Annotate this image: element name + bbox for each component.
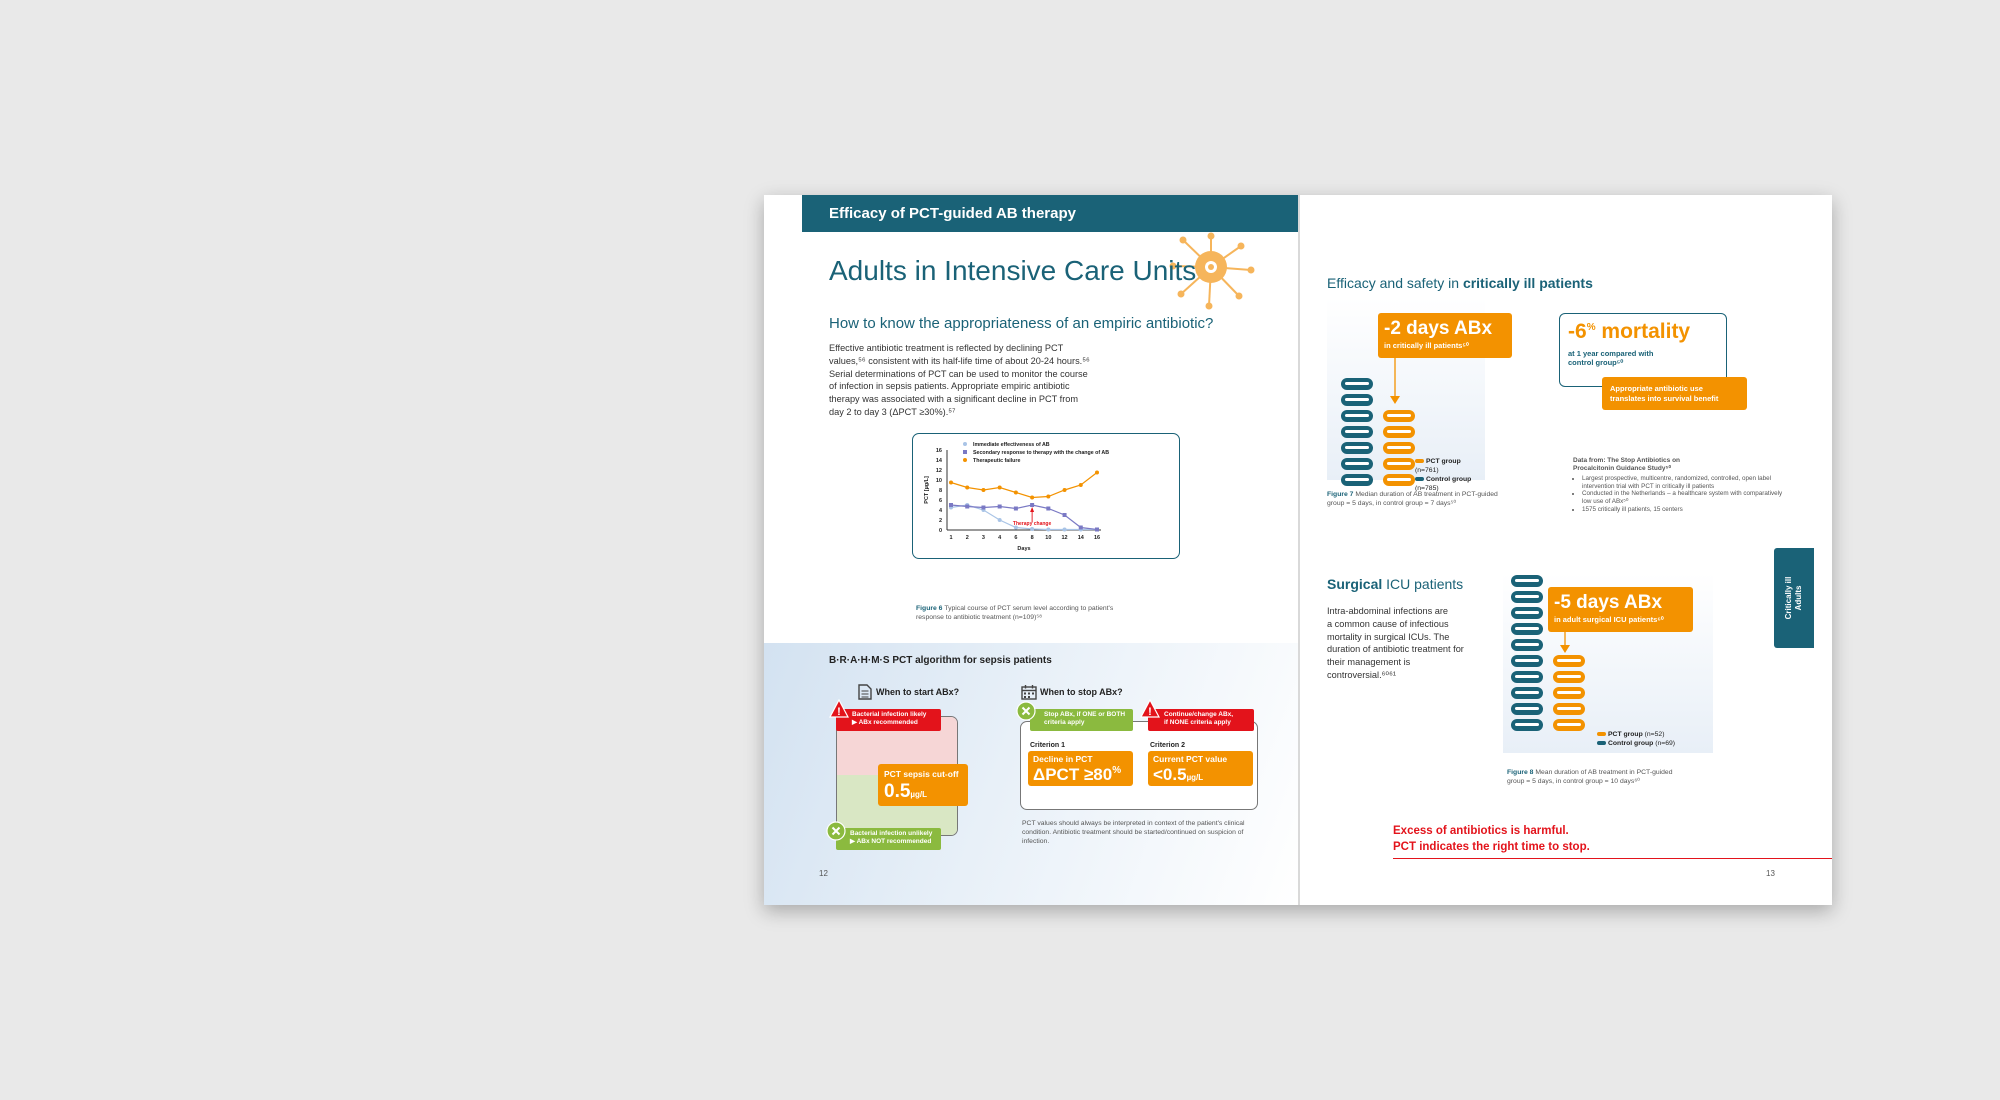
legend-marker — [963, 458, 967, 462]
start-green-tag: Bacterial infection unlikely ▶ ABx NOT recommended — [836, 828, 941, 850]
series-point — [998, 486, 1002, 490]
y-tick-label: 0 — [938, 528, 942, 534]
pct-chart-frame — [912, 433, 1180, 559]
criterion2-unit: µg/L — [1186, 773, 1204, 782]
survival-benefit-box: Appropriate antibiotic use translates into survival benefit — [1602, 377, 1747, 410]
annotation-arrowhead — [1030, 507, 1034, 512]
svg-text:!: ! — [837, 706, 841, 718]
y-tick-label: 6 — [938, 498, 942, 504]
series-point — [1079, 483, 1083, 487]
y-tick-label: 10 — [935, 478, 942, 484]
figure6-caption: Figure 6 Typical course of PCT serum level according to patient's response to antibiotic treatment (n=109)⁵⁸ — [916, 605, 1114, 621]
section2-title: Surgical ICU patients — [1327, 576, 1464, 592]
series-point — [1063, 528, 1067, 532]
red-divider — [1393, 858, 1832, 859]
cutoff-unit: µg/L — [910, 790, 928, 799]
criterion2-value: <0.5 — [1153, 765, 1187, 784]
section-subtitle: How to know the appropriateness of an empiric antibiotic? — [829, 315, 1214, 332]
calendar-icon — [1021, 684, 1037, 700]
x-tick-label: 10 — [1045, 535, 1052, 541]
stop-red-tag: Continue/change ABx, if NONE criteria apply — [1148, 709, 1254, 731]
series-point — [1030, 503, 1034, 507]
series-point — [981, 506, 985, 510]
x-tick-label: 6 — [1014, 535, 1018, 541]
series-point — [949, 503, 953, 507]
x-tick-label: 2 — [965, 535, 969, 541]
x-tick-label: 3 — [981, 535, 985, 541]
y-axis-label: PCT [µg/L] — [924, 476, 930, 504]
criterion2-box: Current PCT value <0.5µg/L — [1148, 751, 1253, 786]
abx-minus2-box: -2 days ABx in critically ill patients⁵⁰ — [1378, 313, 1512, 358]
legend-marker — [963, 442, 967, 446]
pct-course-chart — [913, 434, 1179, 558]
x-axis-label: Days — [1017, 546, 1031, 552]
series-point — [965, 486, 969, 490]
x-tick-label: 12 — [1061, 535, 1068, 541]
right-page — [1299, 195, 1832, 905]
algorithm-note: PCT values should always be interpreted in context of the patient's clinical condition. Antibiotic treatment should be started/continued on suspicion of infection. — [1022, 820, 1245, 845]
mortality-value: -6 — [1568, 320, 1587, 343]
y-tick-label: 8 — [938, 488, 942, 494]
svg-text:!: ! — [1148, 706, 1152, 718]
series-point — [1095, 471, 1099, 475]
y-tick-label: 14 — [935, 458, 942, 464]
series-point — [1063, 513, 1067, 517]
cross-icon — [1016, 701, 1036, 721]
cutoff-value: 0.5 — [884, 781, 911, 802]
series-point — [1030, 527, 1034, 531]
document-icon — [858, 684, 872, 700]
series-point — [1046, 528, 1050, 532]
series-point — [1046, 507, 1050, 511]
criterion1-label: Criterion 1 — [1030, 742, 1066, 749]
mortality-box: -6% mortality at 1 year compared with control group⁵⁰ — [1559, 313, 1727, 387]
series-point — [981, 488, 985, 492]
series-point — [998, 505, 1002, 509]
abx-minus5-box: -5 days ABx in adult surgical ICU patients⁶⁰ — [1548, 587, 1693, 632]
series-point — [998, 518, 1002, 522]
y-tick-label: 2 — [938, 518, 942, 524]
brochure-spread — [764, 195, 1832, 905]
x-tick-label: 14 — [1077, 535, 1084, 541]
start-red-tag: Bacterial infection likely ▶ ABx recommended — [836, 709, 941, 731]
series-point — [1095, 528, 1099, 532]
series-point — [949, 481, 953, 485]
side-tab-critically-ill[interactable]: Critically ill Adults — [1774, 548, 1814, 648]
series-point — [1063, 488, 1067, 492]
series-point — [1014, 491, 1018, 495]
annotation-label: Therapy change — [1012, 521, 1052, 527]
legend-marker — [963, 450, 967, 454]
y-tick-label: 12 — [935, 468, 942, 474]
legend-label: Therapeutic failure — [973, 458, 1021, 464]
warning-icon — [829, 699, 849, 719]
warning-icon — [1140, 699, 1160, 719]
red-statement: Excess of antibiotics is harmful. PCT indicates the right time to stop. — [1393, 825, 1590, 853]
series-point — [1046, 495, 1050, 499]
series-point — [965, 505, 969, 509]
criterion2-label: Criterion 2 — [1150, 742, 1186, 749]
page-number-left: 12 — [819, 869, 828, 878]
surgical-paragraph: Intra-abdominal infections are a common cause of infectious mortality in surgical ICUs. The duration of antibiotic treatment for their management is controversial.⁶⁰⁶¹ — [1327, 606, 1464, 680]
page-title: Adults in Intensive Care Units — [829, 255, 1197, 286]
criterion1-box: Decline in PCT ΔPCT ≥80% — [1028, 751, 1133, 786]
figure8-caption: Figure 8 Mean duration of AB treatment in PCT-guided group = 5 days, in control group = 10 days⁶⁰ — [1507, 769, 1673, 785]
stop-heading: When to stop ABx? — [1040, 687, 1123, 697]
series-point — [1079, 526, 1083, 530]
legend-label: Immediate effectiveness of AB — [973, 442, 1050, 448]
criterion1-value: ΔPCT ≥80 — [1033, 765, 1113, 784]
start-heading: When to start ABx? — [876, 687, 960, 697]
cross-icon — [826, 821, 846, 841]
data-from: Data from: The Stop Antibiotics on Procalcitonin Guidance Study⁵⁰ — [1573, 457, 1681, 472]
legend2: PCT group (n=52) Control group (n=69) — [1597, 730, 1675, 748]
series-point — [1030, 496, 1034, 500]
figure7-caption: Figure 7 Median duration of AB treatment in PCT-guided group = 5 days, in control group = 7 days⁵⁰ — [1327, 491, 1498, 507]
x-tick-label: 8 — [1030, 535, 1034, 541]
y-tick-label: 4 — [938, 508, 942, 514]
x-tick-label: 16 — [1093, 535, 1101, 541]
study-bullets: • Largest prospective, multicentre, randomized, controlled, open label intervention trial with PCT in critically ill patients • Conducted in the Netherlands – a healthcare system with comparatively low use of ABx⁵⁰ • 1575 critically ill patients, 15 centers — [1573, 475, 1787, 514]
legend-label: Secondary response to therapy with the change of AB — [973, 450, 1110, 456]
algorithm-title: B·R·A·H·M·S PCT algorithm for sepsis patients — [829, 655, 1052, 666]
page-number-right: 13 — [1766, 869, 1775, 878]
criterion1-unit: % — [1112, 765, 1122, 776]
y-tick-label: 16 — [935, 448, 942, 454]
x-tick-label: 4 — [998, 535, 1002, 541]
series-line — [951, 473, 1097, 498]
stop-green-tag: Stop ABx, if ONE or BOTH criteria apply — [1030, 709, 1133, 731]
algorithm-panel — [764, 643, 1299, 905]
legend1: PCT group (n=761) Control group (n=785) — [1415, 458, 1472, 492]
section-header: Efficacy of PCT-guided AB therapy — [802, 195, 1299, 232]
section1-title: Efficacy and safety in critically ill patients — [1327, 275, 1593, 291]
cutoff-box: PCT sepsis cut-off 0.5µg/L — [878, 764, 968, 806]
series-point — [1014, 507, 1018, 511]
intro-paragraph: Effective antibiotic treatment is reflected by declining PCT values,⁵⁶ consistent with its half-life time of about 20-24 hours.⁵⁶ Serial determinations of PCT can be used to monitor the course of infection in sepsis patients. Appropriate empiric antibiotic therapy was associated with a significant decline in PCT from day 2 to day 3 (ΔPCT ≥30%).⁵⁷ — [829, 343, 1090, 417]
x-tick-label: 1 — [949, 535, 953, 541]
left-page — [764, 195, 1299, 905]
